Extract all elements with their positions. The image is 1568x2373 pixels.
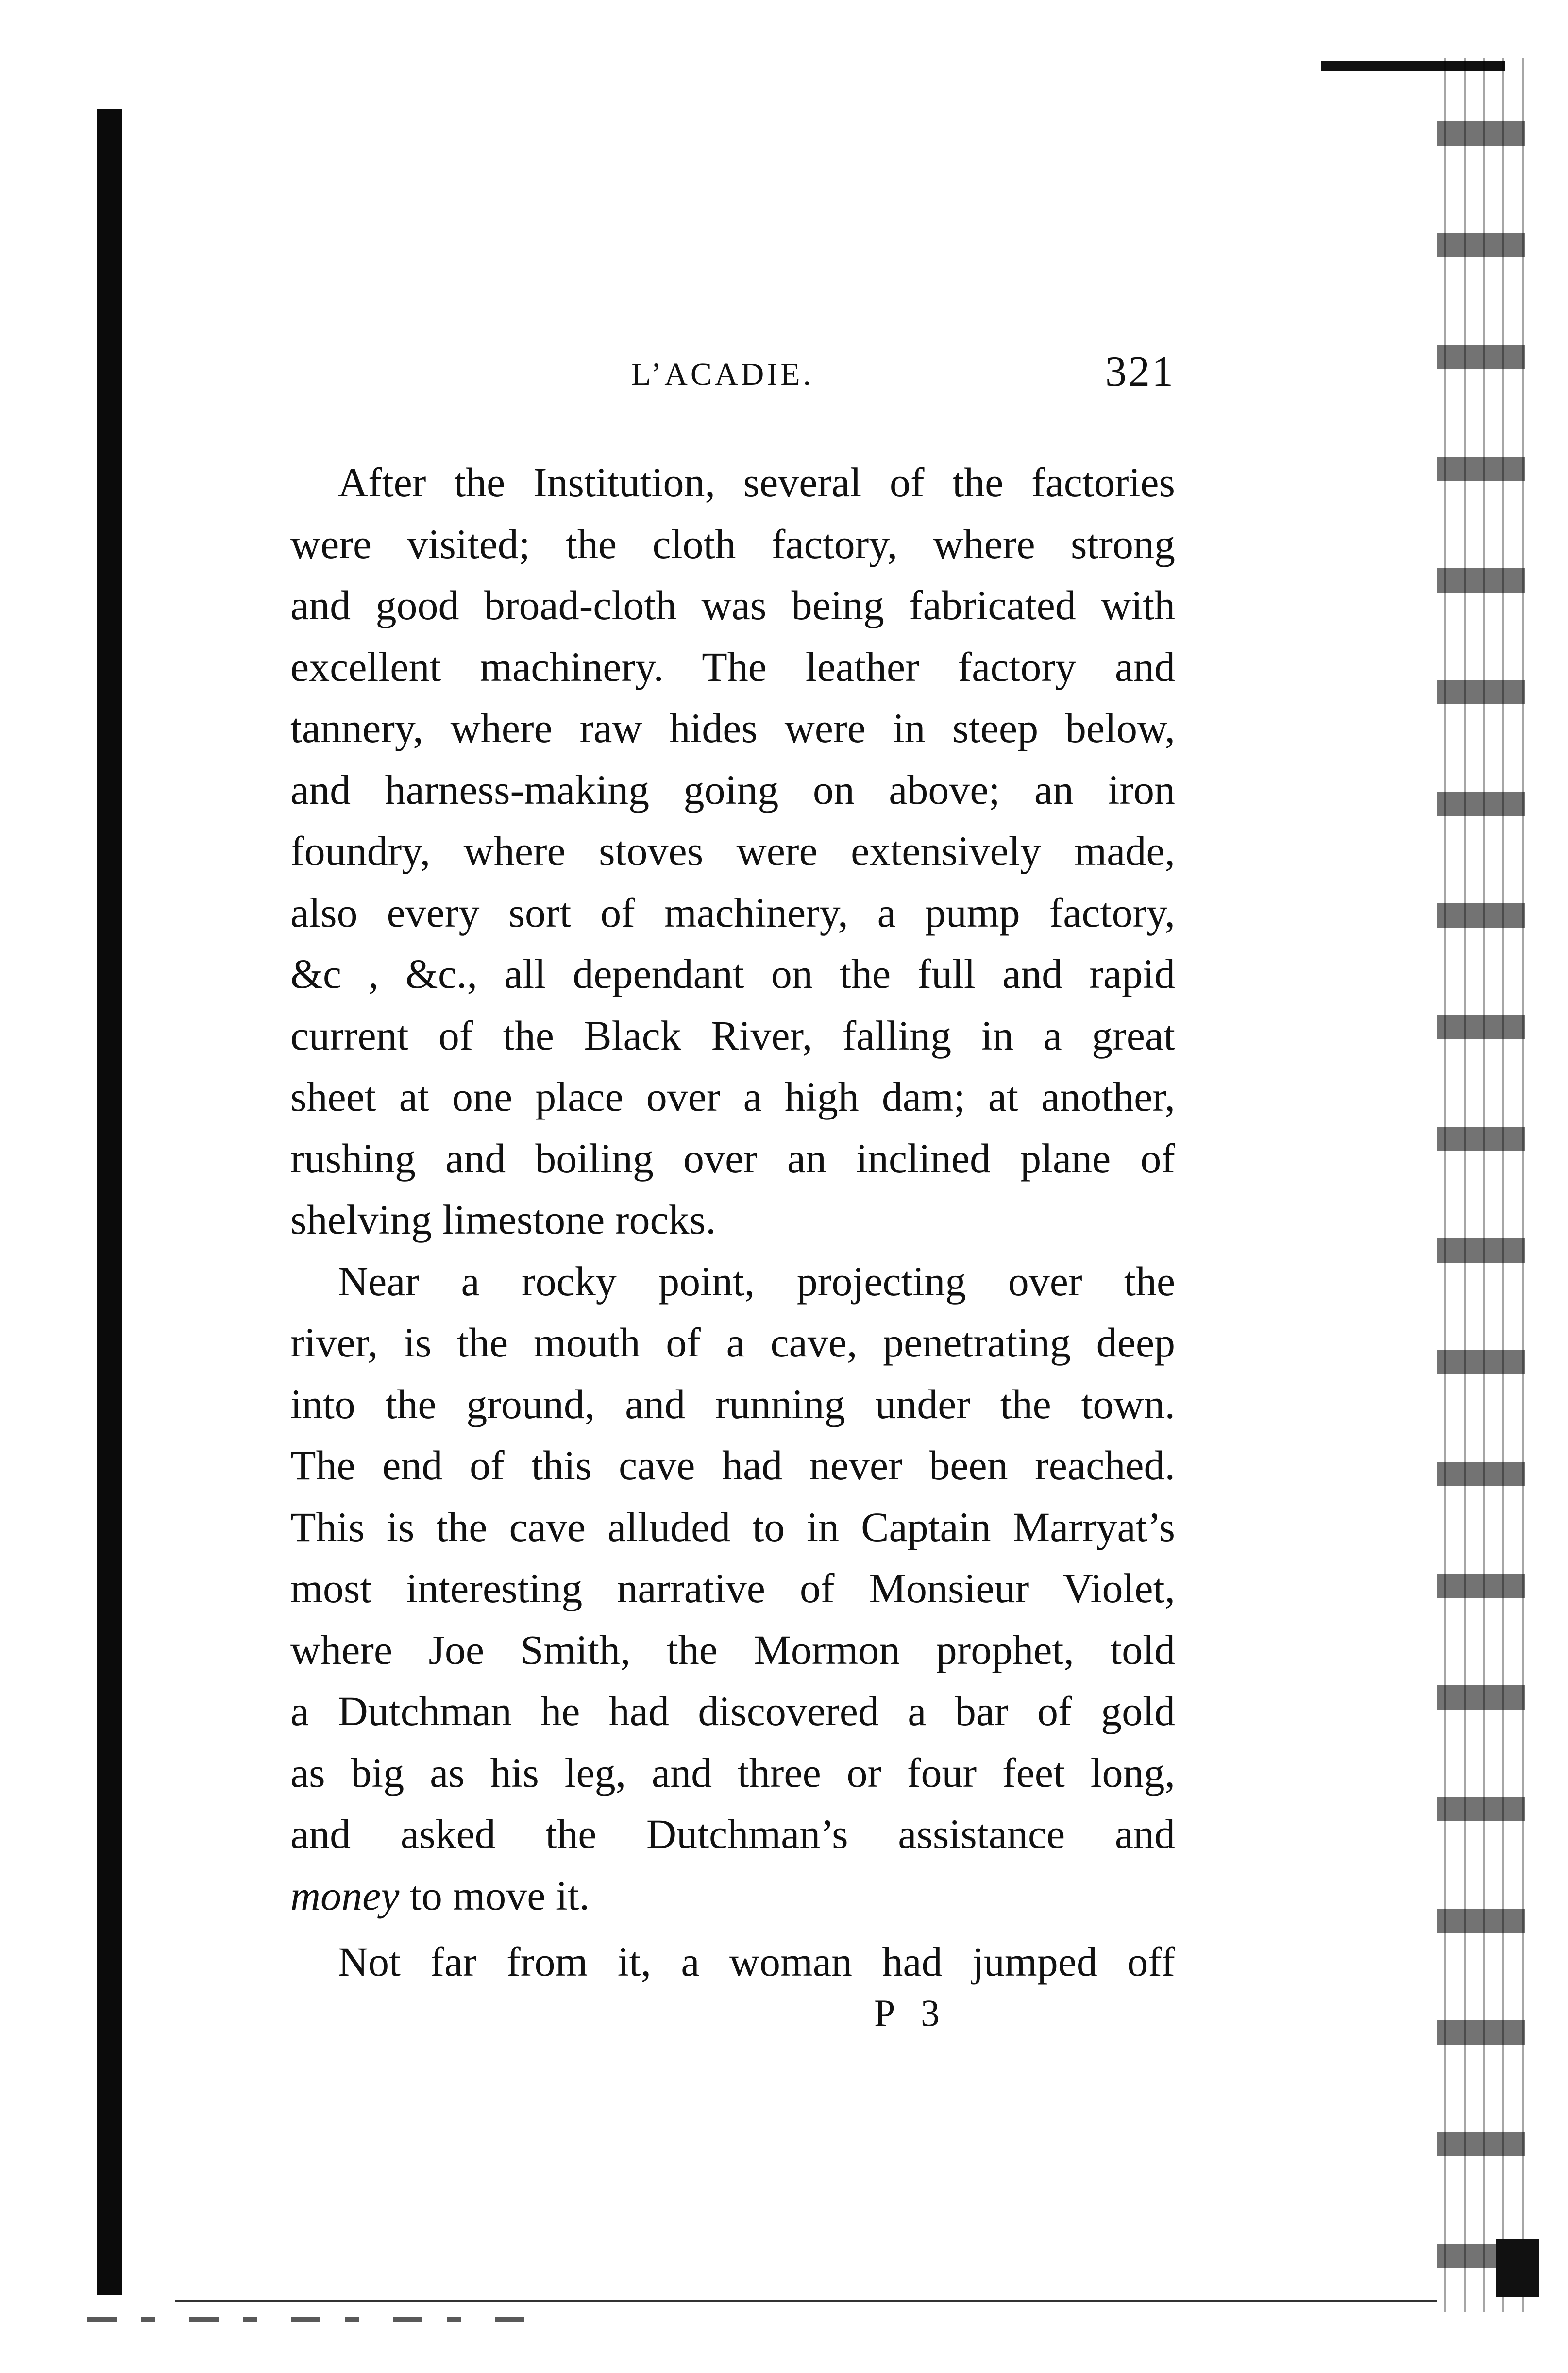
page-number: 321 bbox=[1105, 348, 1175, 395]
text-line: tannery, where raw hides were in steep below, bbox=[290, 705, 1175, 751]
text-line: were visited; the cloth factory, where strong bbox=[290, 520, 1175, 567]
bottom-edge-marks bbox=[87, 2317, 524, 2322]
text-line: and good broad-cloth was being fabricated with bbox=[290, 582, 1175, 628]
text-line: into the ground, and running under the town. bbox=[290, 1380, 1175, 1427]
text-line: excellent machinery. The leather factory and bbox=[290, 643, 1175, 690]
signature-mark: P 3 bbox=[874, 1992, 948, 2034]
text-line: Near a rocky point, projecting over the bbox=[338, 1257, 1175, 1305]
text-line: river, is the mouth of a cave, penetrating deep bbox=[290, 1319, 1175, 1366]
text-line: also every sort of machinery, a pump factory, bbox=[290, 889, 1175, 936]
text-fragment: to move it. bbox=[399, 1872, 590, 1919]
text-line: and asked the Dutchman’s assistance and bbox=[290, 1811, 1175, 1857]
text-line: The end of this cave had never been reached. bbox=[290, 1442, 1175, 1489]
text-line: Not far from it, a woman had jumped off bbox=[338, 1938, 1175, 1985]
text-line: most interesting narrative of Monsieur Violet, bbox=[290, 1565, 1175, 1611]
text-line bbox=[290, 1865, 1175, 1927]
text-line: rushing and boiling over an inclined plane of bbox=[290, 1135, 1175, 1182]
paragraph-3 bbox=[290, 1931, 1175, 1993]
page-edge-right bbox=[1437, 58, 1525, 2312]
text-line: shelving limestone rocks. bbox=[290, 1196, 716, 1243]
text-line: sheet at one place over a high dam; at another, bbox=[290, 1073, 1175, 1120]
text-line: and harness-making going on above; an iron bbox=[290, 766, 1175, 813]
page-edge-corner bbox=[1496, 2239, 1539, 2297]
text-line: current of the Black River, falling in a great bbox=[290, 1012, 1175, 1059]
bottom-edge-line bbox=[175, 2300, 1437, 2302]
running-header bbox=[291, 347, 1175, 406]
text-line: After the Institution, several of the factories bbox=[338, 459, 1175, 506]
text-line: where Joe Smith, the Mormon prophet, told bbox=[290, 1626, 1175, 1673]
text-line: a Dutchman he had discovered a bar of gold bbox=[290, 1688, 1175, 1734]
paragraph-1 bbox=[290, 452, 1175, 1251]
text-line: as big as his leg, and three or four feet long, bbox=[290, 1749, 1175, 1796]
running-title: L’ACADIE. bbox=[631, 356, 814, 392]
paragraph-2 bbox=[290, 1251, 1175, 1927]
text-line: &c , &c., all dependant on the full and rapid bbox=[290, 950, 1175, 997]
italic-word: money bbox=[290, 1872, 400, 1919]
body-text bbox=[290, 452, 1175, 1993]
text-line: foundry, where stoves were extensively made, bbox=[290, 828, 1175, 874]
text-line: This is the cave alluded to in Captain Marryat’s bbox=[290, 1503, 1175, 1550]
binding-shadow bbox=[97, 109, 122, 2295]
